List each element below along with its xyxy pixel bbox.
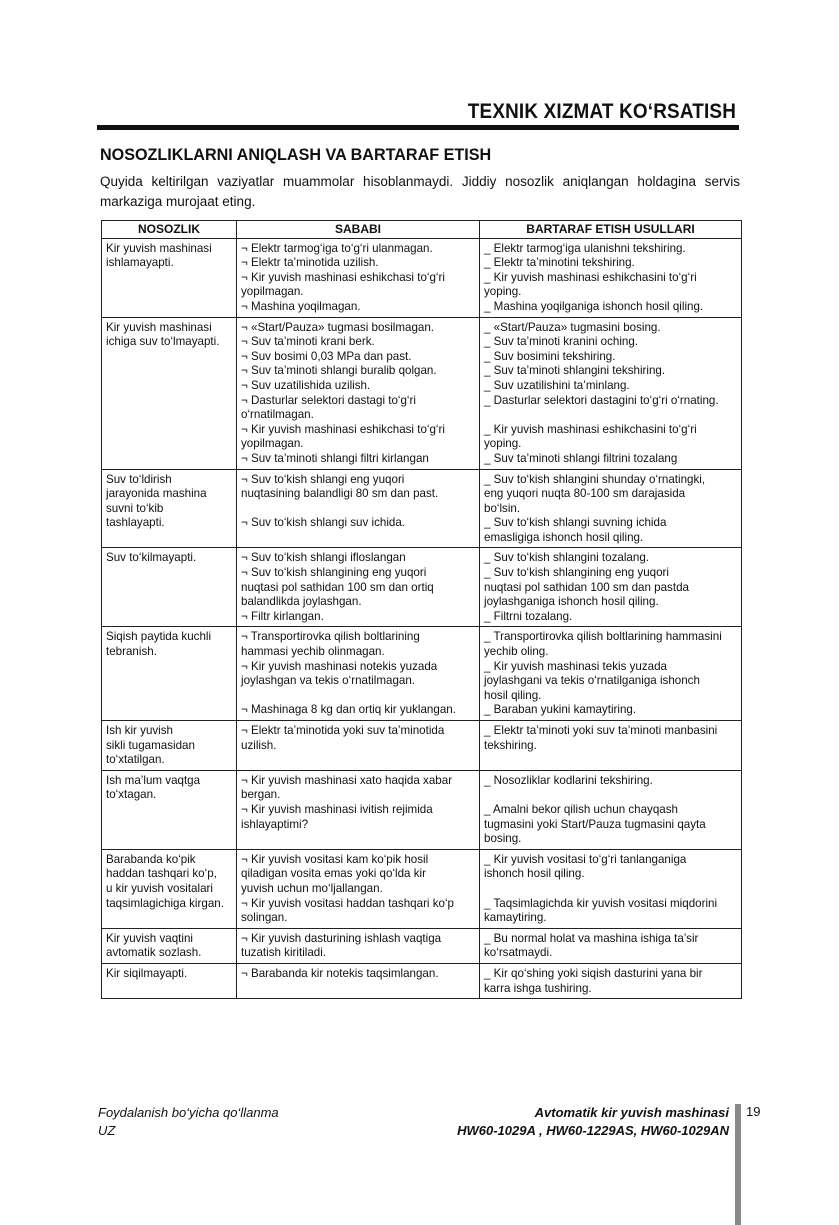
fault-cell: Ish kir yuvish sikli tugamasidan to‘xtatilgan. <box>102 721 237 771</box>
page-number: 19 <box>746 1104 761 1119</box>
footer-manual-title: Foydalanish bo‘yicha qo‘llanma <box>98 1105 279 1120</box>
fault-cell: Kir yuvish vaqtini avtomatik sozlash. <box>102 928 237 963</box>
fix-cell: _ Transportirovka qilish boltlarining hammasini yechib oling. _ Kir yuvish mashinasi tekis yuzada joylashgani va tekis o‘rnatilganiga ishonch hosil qiling. _ Baraban yukini kamaytiring. <box>480 627 742 721</box>
fix-cell: _ «Start/Pauza» tugmasini bosing. _ Suv ta’minoti kranini oching. _ Suv bosimini tekshiring. _ Suv ta’minoti shlangini tekshiring. _ Suv uzatilishini ta’minlang. _ Dasturlar selektori dastagini to‘g‘ri o‘rnating. _ Kir yuvish mashinasi eshikchasini to‘g‘ri yoping. _ Suv ta’minoti shlangi filtrini tozalang <box>480 317 742 469</box>
fault-cell: Kir siqilmayapti. <box>102 963 237 998</box>
footer-product-info <box>457 1104 729 1140</box>
table-row <box>102 627 742 721</box>
intro-paragraph: Quyida keltirilgan vaziyatlar muammolar hisoblanmaydi. Jiddiy nosozlik aniqlangan holdagina servis markaziga murojaat eting. <box>100 174 740 209</box>
fault-cell: Barabanda ko‘pik haddan tashqari ko‘p, u kir yuvish vositalari taqsimlagichiga kirgan. <box>102 849 237 928</box>
table-row <box>102 469 742 548</box>
fix-cell: _ Suv to‘kish shlangini shunday o‘rnatingki, eng yuqori nuqta 80-100 sm darajasida bo‘lsin. _ Suv to‘kish shlangi suvning ichida emasligiga ishonch hosil qiling. <box>480 469 742 548</box>
footer-product-name: Avtomatik kir yuvish mashinasi <box>534 1105 729 1120</box>
footer-model-numbers: HW60-1029A , HW60-1229AS, HW60-1029AN <box>457 1123 729 1138</box>
table-row <box>102 770 742 849</box>
fix-cell: _ Bu normal holat va mashina ishiga ta’sir ko‘rsatmaydi. <box>480 928 742 963</box>
page-header-title: TEXNIK XIZMAT KO‘RSATISH <box>467 100 736 123</box>
table-row <box>102 317 742 469</box>
troubleshooting-table <box>101 220 742 999</box>
table-row <box>102 928 742 963</box>
fault-cell: Ish ma’lum vaqtga to‘xtagan. <box>102 770 237 849</box>
fix-cell: _ Kir yuvish vositasi to‘g‘ri tanlanganiga ishonch hosil qiling. _ Taqsimlagichda kir yuvish vositasi miqdorini kamaytiring. <box>480 849 742 928</box>
table-row <box>102 238 742 317</box>
cause-cell: ¬ Elektr tarmog‘iga to‘g‘ri ulanmagan. ¬ Elektr ta’minotida uzilish. ¬ Kir yuvish mashinasi eshikchasi to‘g‘ri yopilmagan. ¬ Mashina yoqilmagan. <box>237 238 480 317</box>
cause-cell: ¬ Kir yuvish mashinasi xato haqida xabar bergan. ¬ Kir yuvish mashinasi ivitish rejimida ishlayaptimi? <box>237 770 480 849</box>
fault-cell: Siqish paytida kuchli tebranish. <box>102 627 237 721</box>
table-row <box>102 849 742 928</box>
header-rule <box>97 125 739 130</box>
cause-cell: ¬ Kir yuvish dasturining ishlash vaqtiga tuzatish kiritiladi. <box>237 928 480 963</box>
table-row <box>102 721 742 771</box>
cause-cell: ¬ Kir yuvish vositasi kam ko‘pik hosil qiladigan vosita emas yoki qo‘lda kir yuvish uchun mo‘ljallangan. ¬ Kir yuvish vositasi haddan tashqari ko‘p solingan. <box>237 849 480 928</box>
cause-cell: ¬ Transportirovka qilish boltlarining hammasi yechib olinmagan. ¬ Kir yuvish mashinasi notekis yuzada joylashgan va tekis o‘rnatilmagan. ¬ Mashinaga 8 kg dan ortiq kir yuklangan. <box>237 627 480 721</box>
table-row <box>102 548 742 627</box>
page-edge-bar <box>735 1104 741 1225</box>
footer-manual-info <box>98 1104 279 1140</box>
cause-cell: ¬ Suv to‘kish shlangi eng yuqori nuqtasining balandligi 80 sm dan past. ¬ Suv to‘kish shlangi suv ichida. <box>237 469 480 548</box>
column-header-cause: SABABI <box>237 221 480 239</box>
fault-cell: Suv to‘ldirish jarayonida mashina suvni to‘kib tashlayapti. <box>102 469 237 548</box>
cause-cell: ¬ «Start/Pauza» tugmasi bosilmagan. ¬ Suv ta’minoti krani berk. ¬ Suv bosimi 0,03 MPa dan past. ¬ Suv ta’minoti shlangi buralib qolgan. ¬ Suv uzatilishida uzilish. ¬ Dasturlar selektori dastagi to‘g‘ri o‘rnatilmagan. ¬ Kir yuvish mashinasi eshikchasi to‘g‘ri yopilmagan. ¬ Suv ta’minoti shlangi filtri kirlangan <box>237 317 480 469</box>
fix-cell: _ Elektr ta’minoti yoki suv ta’minoti manbasini tekshiring. <box>480 721 742 771</box>
fault-cell: Suv to‘kilmayapti. <box>102 548 237 627</box>
column-header-fix: BARTARAF ETISH USULLARI <box>480 221 742 239</box>
section-title: NOSOZLIKLARNI ANIQLASH VA BARTARAF ETISH <box>100 145 492 164</box>
fix-cell: _ Kir qo‘shing yoki siqish dasturini yana bir karra ishga tushiring. <box>480 963 742 998</box>
fault-cell: Kir yuvish mashinasi ichiga suv to‘lmayapti. <box>102 317 237 469</box>
table-row <box>102 963 742 998</box>
table-header-row <box>102 221 742 239</box>
cause-cell: ¬ Suv to‘kish shlangi ifloslangan ¬ Suv to‘kish shlangining eng yuqori nuqtasi pol sathidan 100 sm dan ortiq balandlikda joylashgan. ¬ Filtr kirlangan. <box>237 548 480 627</box>
fix-cell: _ Elektr tarmog‘iga ulanishni tekshiring. _ Elektr ta’minotini tekshiring. _ Kir yuvish mashinasi eshikchasini to‘g‘ri yoping. _ Mashina yoqilganiga ishonch hosil qiling. <box>480 238 742 317</box>
cause-cell: ¬ Elektr ta’minotida yoki suv ta’minotida uzilish. <box>237 721 480 771</box>
fix-cell: _ Suv to‘kish shlangini tozalang. _ Suv to‘kish shlangining eng yuqori nuqtasi pol sathidan 100 sm dan pastda joylashganiga ishonch hosil qiling. _ Filtrni tozalang. <box>480 548 742 627</box>
fault-cell: Kir yuvish mashinasi ishlamayapti. <box>102 238 237 317</box>
fix-cell: _ Nosozliklar kodlarini tekshiring. _ Amalni bekor qilish uchun chayqash tugmasini yoki Start/Pauza tugmasini qayta bosing. <box>480 770 742 849</box>
column-header-fault: NOSOZLIK <box>102 221 237 239</box>
cause-cell: ¬ Barabanda kir notekis taqsimlangan. <box>237 963 480 998</box>
footer-language-code: UZ <box>98 1123 116 1138</box>
